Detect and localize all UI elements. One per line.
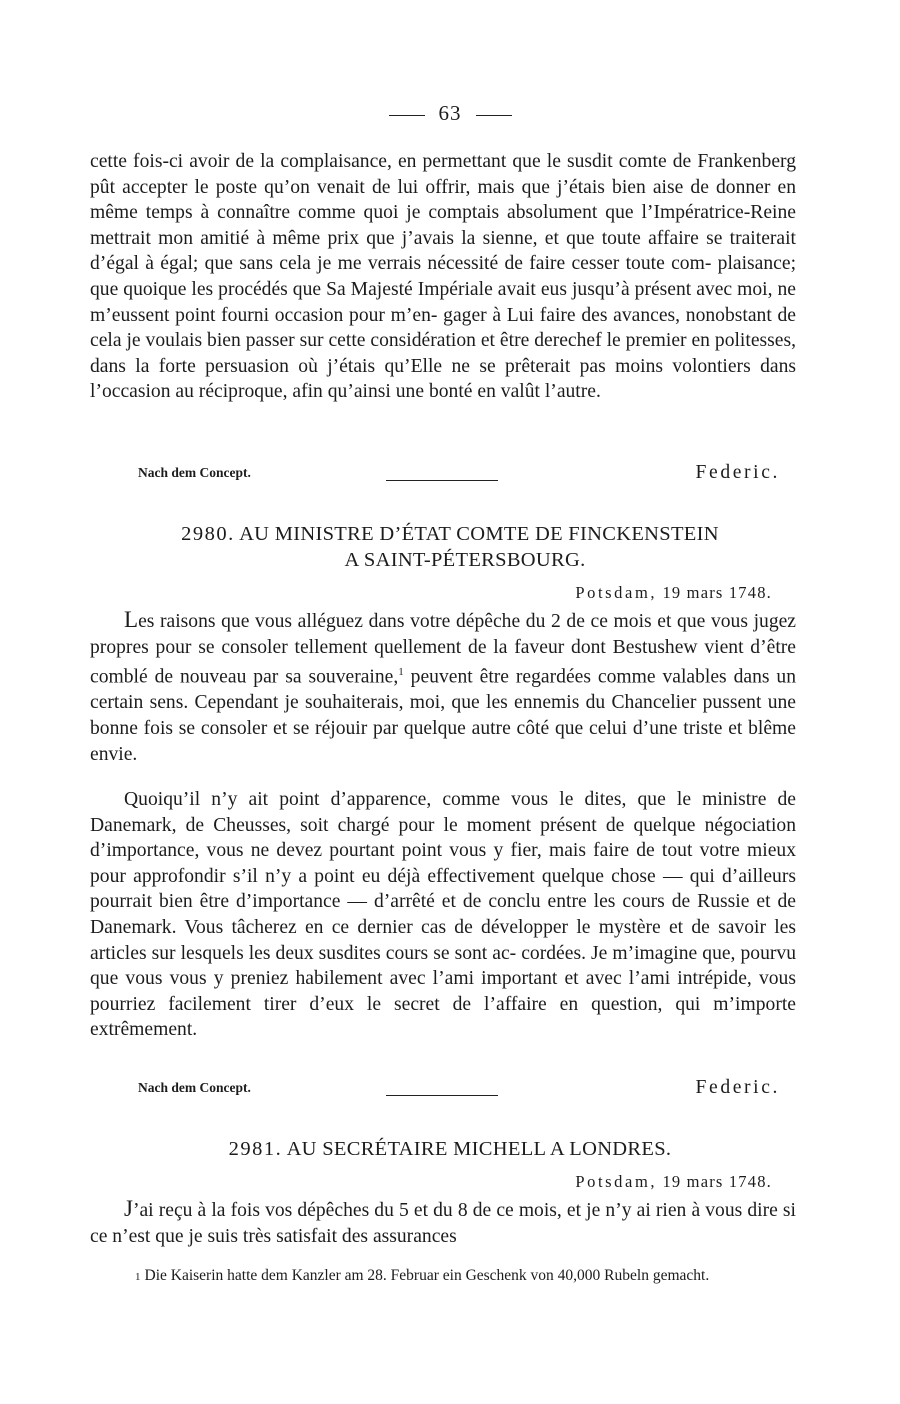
heading-line-2: A SAINT-PÉTERSBOURG. bbox=[344, 548, 586, 571]
text-line: Cependant je souhaiterais, moi, que les ennemis du Chancelier pussent bbox=[194, 692, 762, 714]
text-line: Danemark. Vous tâcherez en ce dernier cas de développer le mystère bbox=[90, 916, 661, 938]
dateline-date: 19 mars 1748. bbox=[662, 1172, 772, 1191]
text-line: d’importance — d’arrêté et de conclu entre les cours de Russie et de bbox=[235, 891, 796, 913]
text-line: de la faveur dont Bestushew vient d’être comblé de nouveau par sa bbox=[90, 636, 796, 688]
text-line: de Frankenberg pût accepter le poste qu’on venait de lui offrir, mais bbox=[90, 151, 796, 198]
letter-2980-paragraph-2 bbox=[90, 787, 796, 1043]
text-line: mois et que vous jugez propres pour se consoler tellement quellement bbox=[90, 611, 797, 658]
letter-2981-paragraph-1 bbox=[90, 1196, 796, 1249]
dateline-2980 bbox=[575, 583, 772, 603]
text-line: de quelque négociation d’importance, vous ne devez pourtant point vous bbox=[90, 814, 796, 862]
text-line: Quoiqu’il n’y ait point d’apparence, comme vous le dites, que le bbox=[124, 789, 692, 810]
footnote bbox=[90, 1266, 796, 1288]
text-line: cette fois-ci avoir de la complaisance, en permettant que le susdit comte bbox=[90, 151, 667, 172]
text-line: que j’étais bien aise de donner en même temps à connaître comme bbox=[90, 176, 796, 224]
text-line: peuvent être regardées comme valables dans un certain sens. bbox=[90, 666, 797, 714]
text-line: y fier, mais faire de tout votre mieux pour approfondir s’il n’y a point bbox=[90, 840, 797, 887]
letter-number: 2980. bbox=[181, 523, 235, 545]
letter-heading-2981 bbox=[0, 1137, 900, 1163]
footnote-line: gemacht. bbox=[652, 1267, 710, 1284]
dateline-2981 bbox=[575, 1172, 772, 1192]
text-line: la forte persuasion où j’étais qu’Elle ne se prêterait pas moins volontiers bbox=[135, 355, 751, 377]
section-separator bbox=[386, 480, 498, 481]
text-line: n’y ai rien à vous dire si ce n’est que je suis très satisfait des assurances bbox=[90, 1200, 796, 1247]
text-line: plaisance; que quoique les procédés que Sa Majesté Impériale avait eus bbox=[90, 253, 797, 300]
text-line: avec l’ami important et avec l’ami intrépide, vous pourriez facilement bbox=[90, 968, 796, 1015]
signature: Federic. bbox=[695, 462, 780, 483]
heading-line-1 bbox=[0, 522, 900, 548]
text-line: à même prix que j’avais la sienne, et que toute affaire se traiterait d’égal bbox=[90, 227, 796, 275]
concept-note: Nach dem Concept. bbox=[138, 1080, 251, 1095]
concept-note: Nach dem Concept. bbox=[138, 465, 251, 480]
letter-2980-paragraph-1 bbox=[90, 607, 796, 767]
text-line: ’ai reçu à la fois vos dépêches du 5 et du 8 de ce mois, et je bbox=[132, 1200, 601, 1221]
letter-number: 2981. bbox=[228, 1138, 283, 1160]
dateline-place: Potsdam, bbox=[575, 1172, 658, 1191]
dateline-place: Potsdam, bbox=[575, 583, 658, 602]
signature: Federic. bbox=[695, 1077, 780, 1098]
text-line: quoi je comptais absolument que l’Impératrice-Reine mettrait mon amitié bbox=[90, 202, 796, 249]
header-rule-right bbox=[476, 115, 512, 116]
text-line: cordées. Je m’imagine que, pourvu que vous vous y preniez habilement bbox=[90, 942, 796, 990]
header-rule-left bbox=[389, 115, 425, 116]
drop-cap: L bbox=[124, 607, 139, 632]
heading-title: AU MINISTRE D’ÉTAT COMTE DE FINCKENSTEIN bbox=[239, 523, 719, 545]
text-line: souveraine, bbox=[308, 666, 399, 688]
text-line: jusqu’à présent avec moi, ne m’eussent point fourni occasion pour m’en- bbox=[90, 278, 796, 326]
footnote-reference: 1 bbox=[398, 666, 404, 679]
text-line: gager à Lui faire des avances, nonobstant de cela je voulais bien passer bbox=[90, 304, 796, 352]
footnote-line: Die Kaiserin hatte dem Kanzler am 28. Februar ein Geschenk von 40,000 Rubeln bbox=[144, 1267, 649, 1284]
text-line: es raisons que vous alléguez dans votre dépêche du 2 de ce bbox=[138, 611, 608, 632]
page-header bbox=[0, 101, 900, 126]
closing-row-2 bbox=[90, 1077, 780, 1107]
text-line: tirer d’eux le secret de l’affaire en question, qui m’importe extrêmement. bbox=[90, 993, 796, 1041]
page-number: 63 bbox=[438, 101, 462, 125]
dateline-date: 19 mars 1748. bbox=[662, 583, 772, 602]
heading-title: AU SECRÉTAIRE MICHELL A LONDRES. bbox=[286, 1138, 672, 1160]
text-line: une bonne fois se consoler et se réjouir par quelque autre côté que celui bbox=[90, 692, 796, 739]
letter-continuation-paragraph bbox=[90, 149, 796, 405]
letter-heading-2980 bbox=[0, 522, 900, 573]
text-line: sur cette considération et être derechef le premier en politesses, dans bbox=[90, 330, 796, 377]
closing-row-1 bbox=[90, 462, 780, 492]
text-line: dans l’occasion au réciproque, afin qu’ainsi une bonté en valût l’autre. bbox=[90, 355, 796, 403]
heading-line-1 bbox=[0, 1137, 900, 1163]
text-line: à égal; que sans cela je me verrais nécessité de faire cesser toute com- bbox=[145, 253, 712, 275]
text-line: ministre de Danemark, de Cheusses, soit chargé pour le moment présent bbox=[90, 789, 796, 836]
text-line: d’une triste et blême envie. bbox=[90, 717, 796, 765]
section-separator bbox=[386, 1095, 498, 1096]
drop-cap: J bbox=[124, 1196, 133, 1221]
text-line: eu déjà effectivement quelque chose — qui d’ailleurs pourrait bien être bbox=[90, 865, 796, 913]
text-line: et de savoir les articles sur lesquels les deux susdites cours se sont ac- bbox=[90, 916, 796, 964]
footnote-mark: 1 bbox=[135, 1271, 141, 1283]
